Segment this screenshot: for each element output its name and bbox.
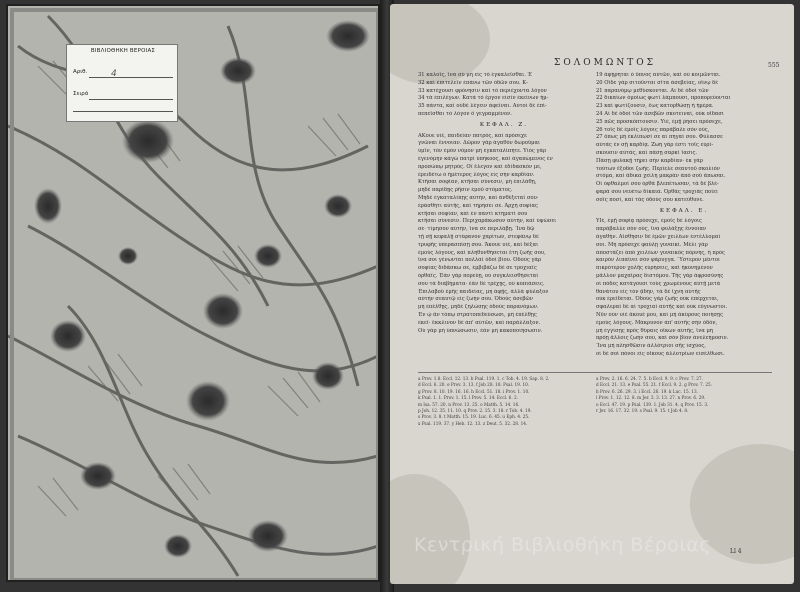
verse-line: καιρὸν λιπαίνει σὸν φάρυγγα. Ὕστερον μέντοι	[596, 257, 721, 264]
verse-line: 23 καὶ φωτίζουσιν, ἕως κατορθώσῃ ἡ ἡμέρα.	[596, 103, 714, 110]
library-label	[66, 44, 178, 122]
verse-line: τρυφῆς ὑπερασπίσῃ σου. Ἄκουε υἱὲ, καὶ δέξαι	[418, 241, 539, 248]
verse-line: 26 τοῖς δὲ ἐμοῖς λόγοις παράβαλε σὸν οὖς,	[596, 126, 710, 133]
verse-line: 33 κατέχουσι φρόνησιν καὶ τὸ περιέχοντα λόγον	[418, 87, 547, 94]
verse-line: ἐμοὺς λόγους, καὶ πληθυνθήσεται ἔτη ζωῆς σου,	[418, 249, 546, 256]
verse-line: ἐρειδέτω ὁ ἡμέτερος λόγος εἰς σὴν καρδίαν.	[418, 171, 535, 178]
verse-line: ἐγενόμην κἀγὼ πατρὶ ὑπήκοος, καὶ ἀγαπώμενος ἐν	[418, 155, 553, 162]
library-watermark: Κεντρική Βιβλιοθήκη Βέροιας	[414, 534, 711, 556]
verse-line: μὴ ἐγγίσῃς πρὸς θύραις οἴκων αὐτῆς, ἵνα μὴ	[596, 327, 713, 334]
footnote-line: l Prov. 1. 12. 12. 8. m Jer. 3. 3. 13. 27. n Prov. 6. 29.	[596, 395, 706, 401]
verse-line: σοῖς ποσί, καὶ τὰς ὁδούς σου κατεύθυνε.	[596, 196, 704, 203]
footnotes-right	[596, 376, 772, 414]
verse-line: 32 καὶ ἐπιτελεῖν ἐπάνω τῶν ὁδῶν σου. Κ-	[418, 79, 528, 86]
page-stain	[390, 474, 470, 584]
label-row-series: Σειρά	[73, 91, 89, 97]
verse-line: τῇ σῇ κεφαλῇ στέφανον χαρίτων, στεφάνῳ δὲ	[418, 233, 539, 240]
verse-line: Ἐν ᾧ ἂν τόπῳ στρατοπεδεύσωσι, μὴ ἐπέλθῃς	[418, 311, 537, 318]
verse-line: Κτῆσαι σοφίαν, κτῆσαι σύνεσιν, μὴ ἐπιλάθῃ,	[418, 179, 537, 186]
verse-line: ἵνα σοι γένωνται πολλαὶ ὁδοὶ βίου. Ὁδοὺς γὰρ	[418, 257, 542, 264]
verse-line: οἱ πόδες κατάγουσι τοὺς χρωμένους αὐτῇ μετὰ	[596, 280, 721, 287]
verse-line: μᾶλλον μαχαίρας διστόμου. Τῆς γὰρ ἀφροσύνης	[596, 272, 724, 279]
verse-line: ἐράσθητι αὐτῆς, καὶ τηρήσει σε. Ἀρχὴ σοφίας	[418, 202, 538, 209]
label-row-number: Αριθ.	[73, 69, 88, 75]
label-number-value: 4	[111, 69, 117, 79]
verse-line: σου τὰ διαβήματα· ἐὰν δὲ τρέχῃς, οὐ κοπιάσεις.	[418, 280, 545, 287]
verse-line: αὐτὴν σεαυτῷ εἰς ζωήν σου. Ὁδοὺς ἀσεβῶν	[418, 296, 533, 303]
footnote-line: d Eccl. 21. 13. e Psal. 55. 21. f Eccl. 9. 2. g Prov. 7. 25.	[596, 382, 713, 388]
catchword: Ll 4	[730, 548, 742, 555]
verse-line: τούτων ἔξοδοι ζωῆς. Περίελε σεαυτοῦ σκολιὸν	[596, 165, 720, 172]
running-head: ΣΟΛΟΜΩΝΤΟΣ	[554, 58, 656, 68]
marble-pattern	[8, 6, 380, 582]
verse-line: 27 ὅπως μὴ ἐκλίπωσί σε αἱ πηγαί σου. Φύλασσε	[596, 134, 723, 141]
label-line-1	[89, 77, 173, 78]
verse-line: προσώπῳ μητρός. Οἳ ἔλεγον καὶ ἐδίδασκόν με,	[418, 163, 542, 170]
footnote-line: k Psal. 1. 1. Prov. 1. 15. l Prov. 5. 14. Eccl. 6. 2.	[418, 395, 518, 401]
footnote-line: a Prov. 1.8. Eccl. 12. 13. b Psal. 119. 1. c Tob. 4. 19. Sap. 8. 2.	[418, 376, 550, 381]
footnote-line: h Prov. 6. 26. 29. 3. i Eccl. 26. 19. k Luc. 15. 13.	[596, 388, 698, 394]
footnote-line: r Jer. 16. 17. 32. 19. s Psal. 9. 15. t Job 4. 8.	[596, 408, 689, 414]
verse-line: ὑμῖν, τὸν ἐμὸν νόμον μὴ ἐγκαταλίπητε. Υἱὸς γὰρ	[418, 148, 547, 155]
verse-line: 22 δικαίων ὁμοίως φωτὶ λάμπουσι, προπορεύονται	[596, 95, 731, 102]
label-line-2	[89, 99, 173, 100]
footnote-line: a Prov. 2. 16. 6. 24. 7. 5. b Eccl. 9. 9. c Prov. 7. 27.	[596, 376, 703, 381]
verse-line: θανάτου εἰς τὸν ᾅδην, τὰ δὲ ἴχνη αὐτῆς	[596, 288, 701, 295]
verse-line: πρόῃ ἄλλοις ζωήν σου, καὶ σὸν βίον ἀνελεήμοσιν.	[596, 335, 729, 342]
verse-line: 21 παρανόμῳ μεθύσκονται. Αἱ δὲ ὁδοὶ τῶν	[596, 87, 709, 94]
verse-line: μηδὲ παρίδῃς ῥῆσιν ἐμοῦ στόματος.	[418, 187, 513, 194]
verse-line: Οὐ γὰρ μὴ ὑπνώσωσιν, ἐὰν μὴ κακοποιήσωσιν.	[418, 327, 543, 334]
marbled-cover	[6, 4, 380, 582]
verse-line: σκουσιν αὐτὰς, καὶ πάσῃ σαρκὶ ἴασις.	[596, 149, 697, 156]
verse-line: γνῶναι ἔννοιαν. Δῶρον γὰρ ἀγαθὸν δωροῦμαι	[418, 140, 541, 147]
verse-line: πικρότερον χολῆς εὑρήσεις, καὶ ἠκονημένον	[596, 265, 713, 272]
verse-line: ἐμοὺς λόγους. Μάκρυνον ἀπ' αὐτῆς σὴν ὁδόν,	[596, 319, 718, 326]
verse-line: ἀποστάζει ἀπὸ χειλέων γυναικὸς πόρνης, ἣ πρὸς	[596, 249, 725, 256]
verse-line: ΥΙὲ, ἐμῇ σοφίᾳ πρόσεχε, ἐμοῖς δὲ λόγοις	[596, 218, 702, 225]
verse-line: Οἱ ὀφθαλμοί σου ὀρθὰ βλεπέτωσαν, τὰ δὲ βλέ-	[596, 181, 719, 188]
verse-line: 25 πῶς προσκόπτουσιν. Υἱὲ, ἐμῇ ῥήσει πρόσεχε,	[596, 118, 723, 125]
text-column-right	[596, 72, 772, 359]
verse-line: στόμα, καὶ ἄδικα χείλη μακρὰν ἀπὸ σοῦ ἄπωσαι.	[596, 173, 726, 180]
footnote-line: s Prov. 3. 8. t Matth. 15. 19. Luc. 6. 45. u Eph. 4. 25.	[418, 414, 530, 420]
verse-line: κτῆσαι σύνεσιν. Περιχαράκωσον αὐτὴν, καὶ ὑψώσει	[418, 218, 557, 225]
verse-line: αὐτὰς ἐν σῇ καρδίᾳ. Ζωὴ γάρ ἐστι τοῖς εὑρί-	[596, 142, 714, 149]
label-line-3	[73, 111, 173, 112]
verse-line: 19 ἀφῄρηται ὁ ὕπνος αὐτῶν, καὶ οὐ κοιμῶνται.	[596, 72, 721, 78]
verse-line: Ἵνα μὴ πλησθῶσιν ἀλλότριοι σῆς ἰσχύος,	[596, 343, 706, 350]
footnote-line: p Joh. 12. 35. 11. 10. q Prov. 2. 15. 3. 18. r Tob. 4. 19.	[418, 408, 532, 414]
verse-line: ἐκεῖ· ἔκκλινον δὲ ἀπ' αὐτῶν, καὶ παράλλαξον.	[418, 319, 541, 326]
footnote-line: m Isa. 57. 20. n Prov. 13. 25. o Matth. 5. 14. 16.	[418, 401, 520, 407]
verse-line: ὀρθαῖς. Ἐὰν γὰρ πορεύῃ, οὐ συγκλεισθήσεταί	[418, 272, 539, 279]
printed-page	[390, 4, 794, 584]
verse-line: Μηδὲ ἐγκαταλίπῃς αὐτὴν, καὶ ἀνθέξεταί σου·	[418, 194, 539, 201]
verse-line: φαρά σου νευέτω δίκαια. Ὀρθὰς τροχιὰς ποίει	[596, 188, 719, 195]
verse-line: οἱ δὲ σοὶ πόνοι εἰς οἴκους ἀλλοτρίων εἰσέλθωσι.	[596, 350, 725, 357]
verse-line: 34 τὰ ἐπιλέγων. Κατὰ τὸ ἔργον εἰσὶν ἐκείνων ἡμ-	[418, 95, 549, 102]
folio-number: 555	[768, 62, 780, 69]
text-column-left	[418, 72, 590, 335]
verse-line: 20 Οἵδε γὰρ σιτοῦνται σῖτα ἀσεβείας, οἴνῳ δὲ	[596, 79, 719, 86]
verse-line: 31 καλοῖς, ἵνα σὺ μὴ εἰς τὸ ἐγκαλεῖσθαι. Ἐ	[418, 72, 532, 78]
chapter-heading: ΚΕΦΑΛ. Ε.	[659, 207, 709, 214]
verse-line: κτῆσαι σοφίαν, καὶ ἐν παντὶ κτήματί σου	[418, 210, 528, 217]
verse-line: σοι. Μὴ πρόσεχε φαύλῃ γυναικί. Μέλι γὰρ	[596, 241, 708, 248]
verse-line: σφαλεραὶ δὲ αἱ τροχιαὶ αὐτῆς καὶ οὐκ εὔγνωστοι.	[596, 304, 728, 311]
footnote-line: x Psal. 119. 37. y Heb. 12. 13. z Deut. 5. 32. 28. 14.	[418, 420, 528, 426]
verse-line: παράβαλλε σὸν οὖς, ἵνα φυλάξῃς ἔννοιαν	[596, 226, 707, 233]
verse-line: 24 Αἱ δὲ ὁδοὶ τῶν ἀσεβῶν σκοτειναί, οὐκ οἴδασι	[596, 110, 724, 117]
verse-line: ἀγαθήν. Αἴσθησιν δὲ ἐμῶν χειλέων ἐντέλλομαί	[596, 233, 721, 240]
footnotes-left	[418, 376, 590, 427]
verse-line: Πάσῃ φυλακῇ τήρει σὴν καρδίαν· ἐκ γὰρ	[596, 157, 703, 164]
verse-line: Νῦν οὖν υἱὲ ἄκουέ μου, καὶ μὴ ἀκύρους ποιήσῃς	[596, 311, 724, 318]
verse-line: σε· τίμησον αὐτὴν, ἵνα σε περιλάβῃ. Ἵνα δῷ	[418, 226, 535, 233]
chapter-heading: ΚΕΦΑΛ. Ζ.	[479, 121, 529, 128]
footnote-line: g Prov. 8. 10. 19. 16. 16. h Eccl. 51. 18. i Prov. 1. 10.	[418, 388, 530, 394]
verse-line: πεπεῖσθαι τὸ λόγον ὃ γεγραμμένον.	[418, 110, 512, 117]
footnote-rule	[418, 372, 772, 373]
verse-line: οὐκ ἐρείδεται. Ὁδοὺς γὰρ ζωῆς οὐκ ἐπέρχεται,	[596, 296, 719, 303]
verse-line: 35 πάντα, καὶ οὐδὲ λέγειν ἀφεῖναι. Αὐτοὶ δὲ ἐπὶ-	[418, 103, 547, 110]
library-name: ΒΙΒΛΙΟΘΗΚΗ ΒΕΡΟΙΑΣ	[90, 48, 156, 54]
verse-line: σοφίας διδάσκω σε, ἐμβιβάζω δέ σε τροχιαῖς	[418, 265, 537, 272]
footnote-line: d Eccl. 6. 20. e Prov. 3. 13. f Job 28. 18. Psal. 19. 10.	[418, 382, 530, 388]
verse-line: Ἐπιλαβοῦ ἐμῆς παιδείας, μὴ ἀφῇς, ἀλλὰ φύλαξον	[418, 288, 549, 295]
verse-line: μὴ ἐπέλθῃς, μηδὲ ζηλώσῃς ὁδοὺς παρανόμων.	[418, 304, 539, 311]
footnote-line: o Eccl. 47. 19. p Psal. 139. 1. Job 31. 4. q Prov. 15. 3.	[596, 401, 709, 407]
verse-line: ΑΚουε υἱὲ, παιδείαν πατρὸς, καὶ πρόσεχε	[418, 132, 527, 139]
